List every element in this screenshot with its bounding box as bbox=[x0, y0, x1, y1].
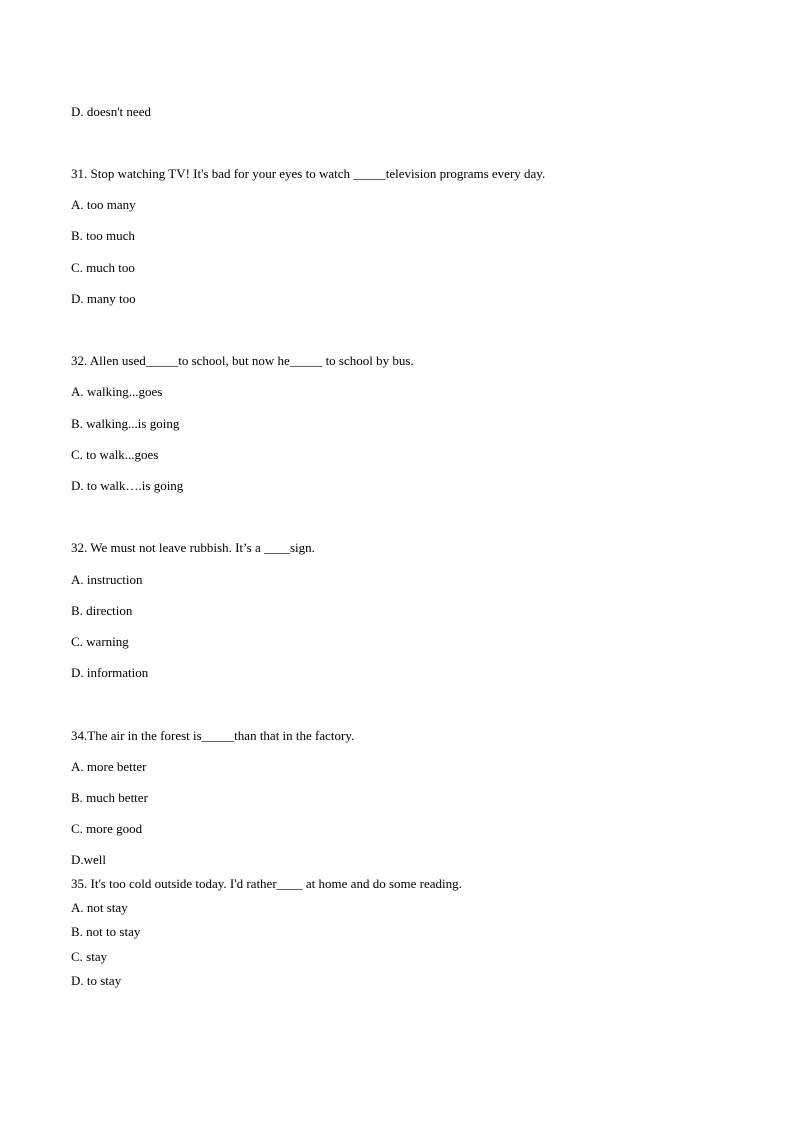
question-34-option-a: A. more better bbox=[71, 759, 147, 774]
question-32a-stem: 32. Allen used_____to school, but now he_____ to school by bus. bbox=[71, 353, 414, 368]
carryover-option-d: D. doesn't need bbox=[71, 104, 151, 119]
question-32b-option-b: B. direction bbox=[71, 603, 133, 618]
question-35-option-a: A. not stay bbox=[71, 900, 128, 915]
question-34-stem: 34.The air in the forest is_____than that in the factory. bbox=[71, 728, 355, 743]
question-32b-stem: 32. We must not leave rubbish. It’s a ____sign. bbox=[71, 540, 315, 555]
question-34-option-d: D.well bbox=[71, 852, 107, 867]
question-31-stem: 31. Stop watching TV! It's bad for your eyes to watch _____television programs every day. bbox=[71, 166, 546, 181]
question-31-option-c: C. much too bbox=[71, 260, 135, 275]
question-35-option-d: D. to stay bbox=[71, 973, 122, 988]
question-31-option-d: D. many too bbox=[71, 291, 136, 306]
question-35-stem: 35. It's too cold outside today. I'd rather____ at home and do some reading. bbox=[71, 876, 462, 891]
question-32b-option-a: A. instruction bbox=[71, 572, 143, 587]
question-32a-option-a: A. walking...goes bbox=[71, 384, 163, 399]
question-34-option-b: B. much better bbox=[71, 790, 148, 805]
question-32b-option-d: D. information bbox=[71, 665, 149, 680]
question-32a-option-c: C. to walk...goes bbox=[71, 447, 159, 462]
question-34-option-c: C. more good bbox=[71, 821, 143, 836]
question-32a-option-b: B. walking...is going bbox=[71, 416, 180, 431]
question-31-option-b: B. too much bbox=[71, 228, 135, 243]
question-32a-option-d: D. to walk….is going bbox=[71, 478, 184, 493]
question-35-option-c: C. stay bbox=[71, 949, 108, 964]
question-32b-option-c: C. warning bbox=[71, 634, 129, 649]
question-35-option-b: B. not to stay bbox=[71, 924, 141, 939]
question-31-option-a: A. too many bbox=[71, 197, 136, 212]
